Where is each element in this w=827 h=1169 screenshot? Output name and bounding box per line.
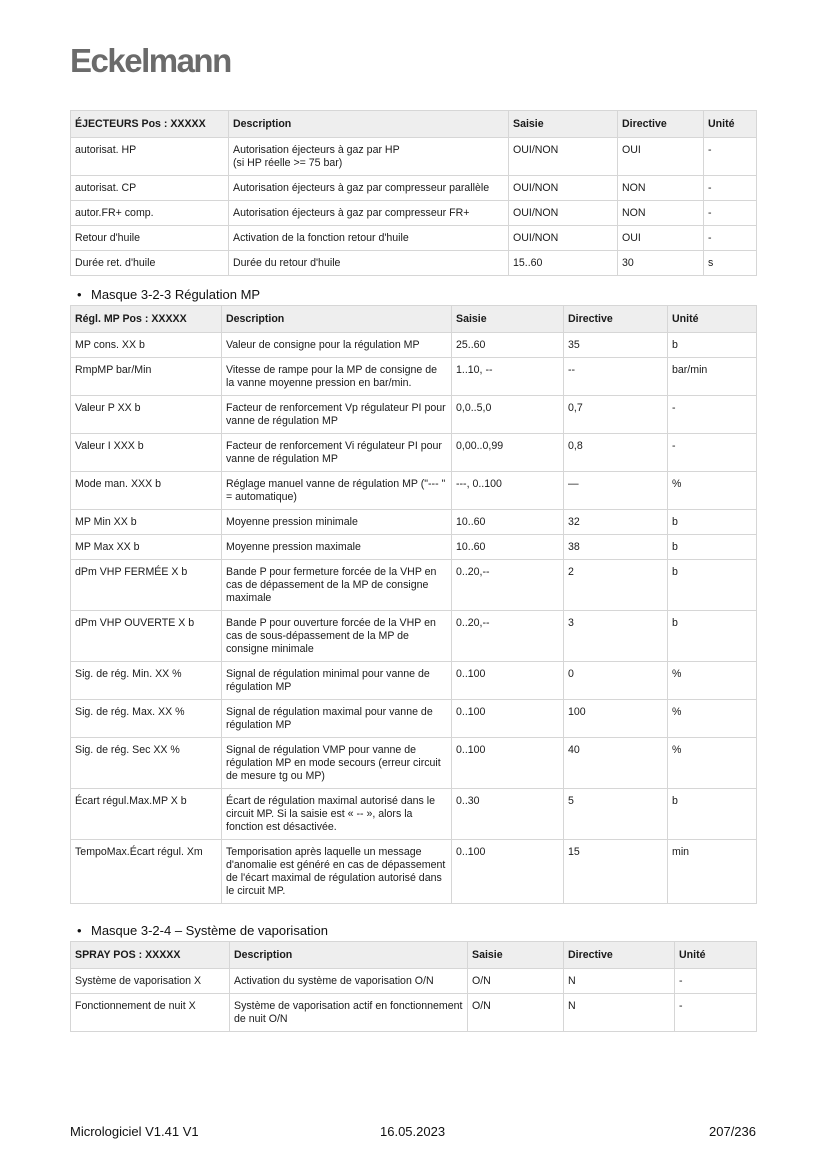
- unite-cell: %: [668, 700, 757, 738]
- unite-cell: min: [668, 840, 757, 904]
- saisie-cell: OUI/NON: [509, 201, 618, 226]
- saisie-cell: O/N: [468, 994, 564, 1032]
- description-cell: Bande P pour ouverture forcée de la VHP en cas de sous-dépassement de la MP de consigne minimale: [222, 611, 452, 662]
- directive-cell: NON: [618, 176, 704, 201]
- param-cell: Durée ret. d'huile: [71, 251, 229, 276]
- unite-cell: b: [668, 535, 757, 560]
- col-header-parameter: SPRAY POS : XXXXX: [71, 942, 230, 969]
- description-cell: Système de vaporisation actif en fonctionnement de nuit O/N: [230, 994, 468, 1032]
- col-header-saisie: Saisie: [509, 111, 618, 138]
- description-cell: Activation de la fonction retour d'huile: [229, 226, 509, 251]
- directive-cell: N: [564, 994, 675, 1032]
- eckelmann-logo: Eckelmann: [70, 42, 231, 79]
- unite-cell: -: [704, 201, 757, 226]
- bullet-icon: •: [77, 287, 82, 302]
- description-cell: Valeur de consigne pour la régulation MP: [222, 333, 452, 358]
- unite-cell: %: [668, 738, 757, 789]
- col-header-unite: Unité: [704, 111, 757, 138]
- table-row: [71, 738, 757, 789]
- saisie-cell: 0..100: [452, 738, 564, 789]
- unite-cell: -: [704, 176, 757, 201]
- description-cell: Moyenne pression maximale: [222, 535, 452, 560]
- directive-cell: 15: [564, 840, 668, 904]
- description-cell: Facteur de renforcement Vi régulateur PI pour vanne de régulation MP: [222, 434, 452, 472]
- spray-table: [70, 941, 757, 1032]
- param-cell: TempoMax.Écart régul. Xm: [71, 840, 222, 904]
- unite-cell: b: [668, 789, 757, 840]
- description-cell: Moyenne pression minimale: [222, 510, 452, 535]
- description-cell: Bande P pour fermeture forcée de la VHP en cas de dépassement de la MP de consigne maximale: [222, 560, 452, 611]
- description-cell: Signal de régulation maximal pour vanne de régulation MP: [222, 700, 452, 738]
- saisie-cell: 0,0..5,0: [452, 396, 564, 434]
- description-cell: Autorisation éjecteurs à gaz par HP (si HP réelle >= 75 bar): [229, 138, 509, 176]
- unite-cell: b: [668, 510, 757, 535]
- param-cell: Écart régul.Max.MP X b: [71, 789, 222, 840]
- directive-cell: 30: [618, 251, 704, 276]
- saisie-cell: OUI/NON: [509, 176, 618, 201]
- saisie-cell: 0..30: [452, 789, 564, 840]
- unite-cell: -: [704, 138, 757, 176]
- directive-cell: —: [564, 472, 668, 510]
- section-title: Masque 3-2-3 Régulation MP: [91, 287, 261, 302]
- saisie-cell: 0..100: [452, 840, 564, 904]
- description-cell: Durée du retour d'huile: [229, 251, 509, 276]
- unite-cell: b: [668, 611, 757, 662]
- unite-cell: s: [704, 251, 757, 276]
- section-heading-regulation-mp: [77, 287, 260, 302]
- directive-cell: 0,8: [564, 434, 668, 472]
- col-header-description: Description: [229, 111, 509, 138]
- description-cell: Signal de régulation minimal pour vanne de régulation MP: [222, 662, 452, 700]
- param-cell: Sig. de rég. Min. XX %: [71, 662, 222, 700]
- param-cell: Mode man. XXX b: [71, 472, 222, 510]
- param-cell: MP cons. XX b: [71, 333, 222, 358]
- table-row: [71, 201, 757, 226]
- col-header-parameter: Régl. MP Pos : XXXXX: [71, 306, 222, 333]
- directive-cell: 0,7: [564, 396, 668, 434]
- directive-cell: 38: [564, 535, 668, 560]
- saisie-cell: O/N: [468, 969, 564, 994]
- unite-cell: -: [675, 969, 757, 994]
- saisie-cell: 0..100: [452, 700, 564, 738]
- table-row: [71, 789, 757, 840]
- directive-cell: OUI: [618, 226, 704, 251]
- table-header-row: [71, 306, 757, 333]
- saisie-cell: 1..10, --: [452, 358, 564, 396]
- param-cell: autor.FR+ comp.: [71, 201, 229, 226]
- col-header-saisie: Saisie: [468, 942, 564, 969]
- table-row: [71, 434, 757, 472]
- col-header-description: Description: [222, 306, 452, 333]
- saisie-cell: 0..100: [452, 662, 564, 700]
- saisie-cell: 25..60: [452, 333, 564, 358]
- table-row: [71, 226, 757, 251]
- param-cell: dPm VHP FERMÉE X b: [71, 560, 222, 611]
- param-cell: MP Max XX b: [71, 535, 222, 560]
- param-cell: Valeur P XX b: [71, 396, 222, 434]
- unite-cell: %: [668, 662, 757, 700]
- directive-cell: 2: [564, 560, 668, 611]
- description-cell: Temporisation après laquelle un message d'anomalie est généré en cas de dépassement de l'écart maximal de régulation autorisé dans le circuit MP.: [222, 840, 452, 904]
- col-header-description: Description: [230, 942, 468, 969]
- param-cell: Sig. de rég. Max. XX %: [71, 700, 222, 738]
- table-row: [71, 700, 757, 738]
- description-cell: Réglage manuel vanne de régulation MP ("--- " = automatique): [222, 472, 452, 510]
- saisie-cell: 10..60: [452, 510, 564, 535]
- directive-cell: 35: [564, 333, 668, 358]
- directive-cell: OUI: [618, 138, 704, 176]
- unite-cell: -: [668, 434, 757, 472]
- unite-cell: b: [668, 333, 757, 358]
- directive-cell: 3: [564, 611, 668, 662]
- col-header-unite: Unité: [668, 306, 757, 333]
- table-row: [71, 611, 757, 662]
- unite-cell: -: [704, 226, 757, 251]
- regulation-mp-table: [70, 305, 757, 904]
- table-row: [71, 969, 757, 994]
- col-header-directive: Directive: [564, 942, 675, 969]
- directive-cell: 40: [564, 738, 668, 789]
- param-cell: MP Min XX b: [71, 510, 222, 535]
- saisie-cell: 0..20,--: [452, 560, 564, 611]
- param-cell: Valeur I XXX b: [71, 434, 222, 472]
- section-title: Masque 3-2-4 – Système de vaporisation: [91, 923, 329, 938]
- saisie-cell: 10..60: [452, 535, 564, 560]
- table-row: [71, 138, 757, 176]
- table-row: [71, 396, 757, 434]
- directive-cell: 5: [564, 789, 668, 840]
- param-cell: autorisat. HP: [71, 138, 229, 176]
- param-cell: dPm VHP OUVERTE X b: [71, 611, 222, 662]
- table-row: [71, 472, 757, 510]
- description-cell: Écart de régulation maximal autorisé dans le circuit MP. Si la saisie est « -- », alors la fonction est désactivée.: [222, 789, 452, 840]
- description-cell: Signal de régulation VMP pour vanne de régulation MP en mode secours (erreur circuit de mesure tg ou MP): [222, 738, 452, 789]
- footer-date: 16.05.2023: [380, 1124, 446, 1139]
- saisie-cell: OUI/NON: [509, 138, 618, 176]
- col-header-saisie: Saisie: [452, 306, 564, 333]
- saisie-cell: OUI/NON: [509, 226, 618, 251]
- directive-cell: 32: [564, 510, 668, 535]
- directive-cell: 100: [564, 700, 668, 738]
- unite-cell: %: [668, 472, 757, 510]
- description-cell: Facteur de renforcement Vp régulateur PI pour vanne de régulation MP: [222, 396, 452, 434]
- param-cell: Sig. de rég. Sec XX %: [71, 738, 222, 789]
- unite-cell: -: [668, 396, 757, 434]
- param-cell: Fonctionnement de nuit X: [71, 994, 230, 1032]
- col-header-parameter: ÉJECTEURS Pos : XXXXX: [71, 111, 229, 138]
- table-row: [71, 510, 757, 535]
- footer-page-number: 207/236: [709, 1124, 756, 1139]
- table-row: [71, 994, 757, 1032]
- col-header-directive: Directive: [618, 111, 704, 138]
- table-header-row: [71, 111, 757, 138]
- table-row: [71, 840, 757, 904]
- saisie-cell: 15..60: [509, 251, 618, 276]
- unite-cell: -: [675, 994, 757, 1032]
- saisie-cell: 0,00..0,99: [452, 434, 564, 472]
- bullet-icon: •: [77, 923, 82, 938]
- directive-cell: 0: [564, 662, 668, 700]
- param-cell: autorisat. CP: [71, 176, 229, 201]
- table-header-row: [71, 942, 757, 969]
- description-cell: Vitesse de rampe pour la MP de consigne de la vanne moyenne pression en bar/min.: [222, 358, 452, 396]
- param-cell: Retour d'huile: [71, 226, 229, 251]
- unite-cell: bar/min: [668, 358, 757, 396]
- table-row: [71, 662, 757, 700]
- section-heading-vaporisation: [77, 923, 328, 938]
- description-cell: Autorisation éjecteurs à gaz par compresseur FR+: [229, 201, 509, 226]
- col-header-directive: Directive: [564, 306, 668, 333]
- directive-cell: N: [564, 969, 675, 994]
- description-cell: Activation du système de vaporisation O/N: [230, 969, 468, 994]
- col-header-unite: Unité: [675, 942, 757, 969]
- table-row: [71, 560, 757, 611]
- table-row: [71, 333, 757, 358]
- unite-cell: b: [668, 560, 757, 611]
- directive-cell: NON: [618, 201, 704, 226]
- footer-firmware-version: Micrologiciel V1.41 V1: [70, 1124, 199, 1139]
- saisie-cell: ---, 0..100: [452, 472, 564, 510]
- param-cell: Système de vaporisation X: [71, 969, 230, 994]
- saisie-cell: 0..20,--: [452, 611, 564, 662]
- table-row: [71, 176, 757, 201]
- table-row: [71, 535, 757, 560]
- ejecteurs-table: [70, 110, 757, 276]
- directive-cell: --: [564, 358, 668, 396]
- description-cell: Autorisation éjecteurs à gaz par compresseur parallèle: [229, 176, 509, 201]
- param-cell: RmpMP bar/Min: [71, 358, 222, 396]
- table-row: [71, 358, 757, 396]
- table-row: [71, 251, 757, 276]
